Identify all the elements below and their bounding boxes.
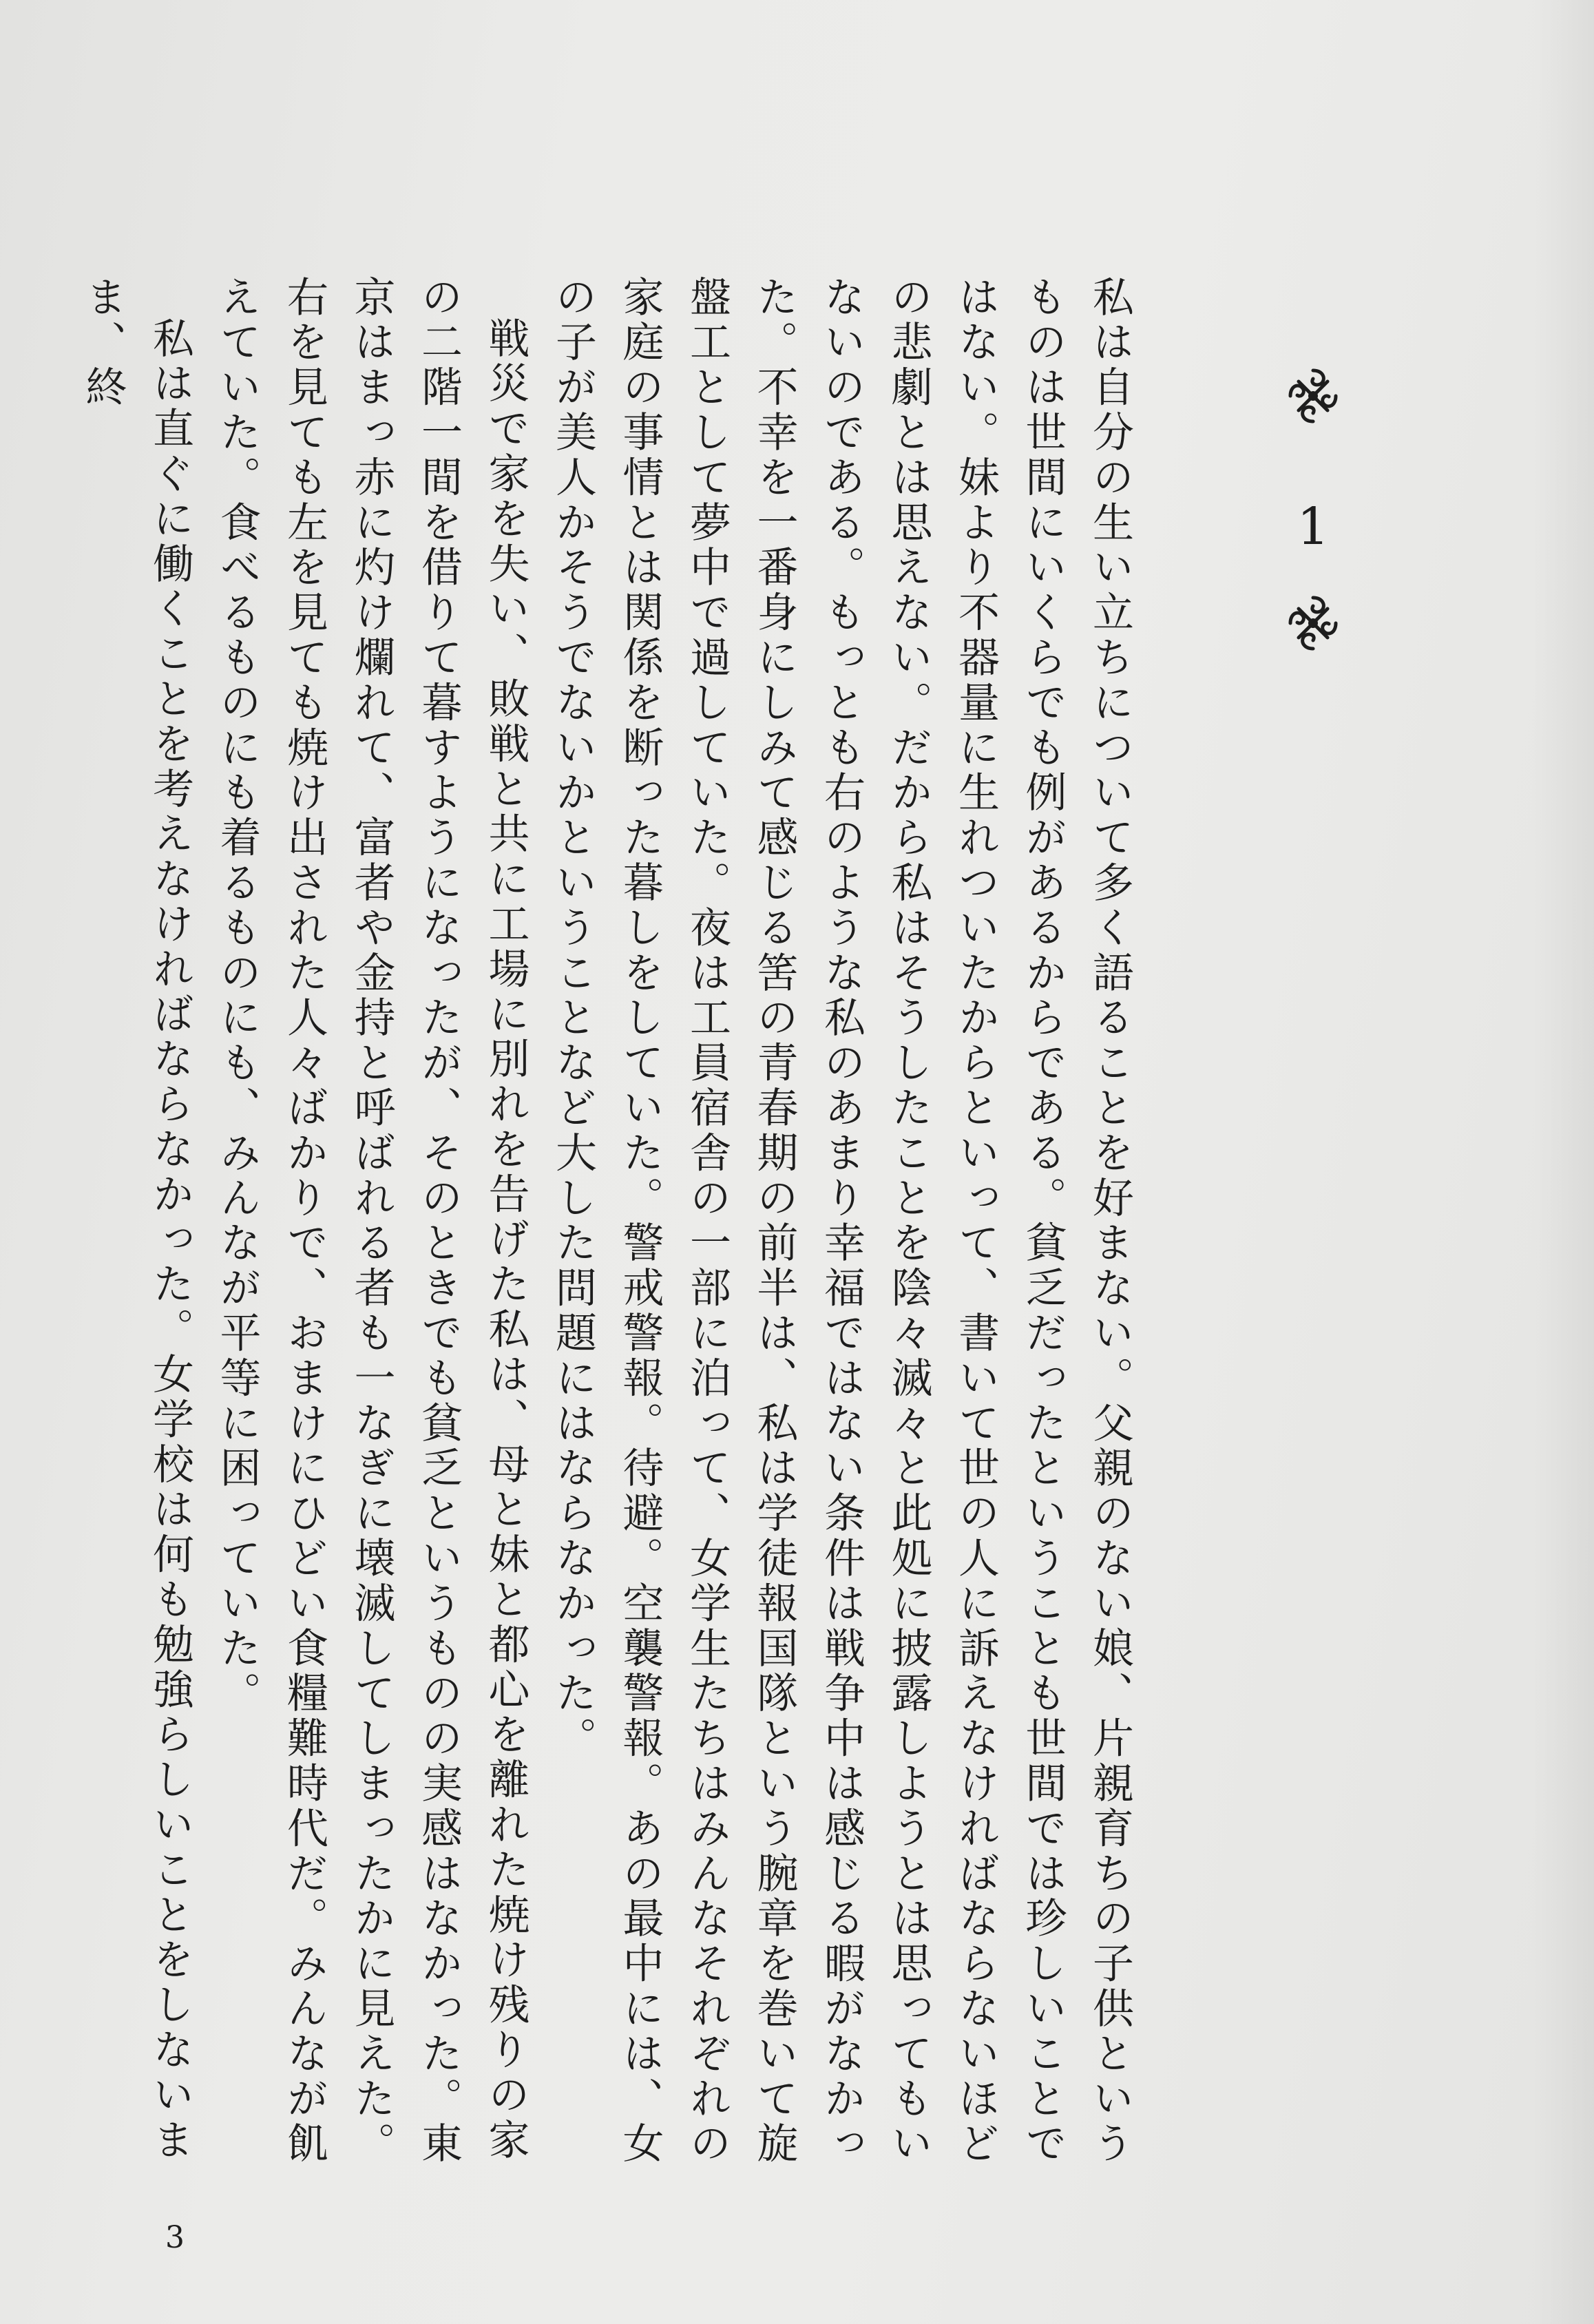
scroll-ornament-icon xyxy=(1282,592,1344,654)
paragraph-3: 私は直ぐに働くことを考えなければならなかった。女学校は何も勉強らしいことをしないまま、終 xyxy=(78,275,194,2164)
page-number: 3 xyxy=(165,2220,185,2255)
chapter-number: 1 xyxy=(1297,497,1330,556)
paragraph-1: 私は自分の生い立ちについて多く語ることを好まない。父親のない娘、片親育ちの子供というものは世間にいくらでも例があるからである。貧乏だったということも世間では珍しいことではない。妹より不器量に生れついたからといって、書いて世の人に訴えなければならないほどの悲劇とは思えない。だから私はそうしたことを陰々滅々と此処に披露しようとは思ってもいないのである。もっとも右のような私のあまり幸福ではない条件は戦争中は感じる暇がなかった。不幸を一番身にしみて感じる筈の青春期の前半は、私は学徒報国隊という腕章を巻いて旋盤工として夢中で過していた。夜は工員宿舎の一部に泊って、女学生たちはみんなそれぞれの家庭の事情とは関係を断った暮しをしていた。警戒警報。待避。空襲警報。あの最中には、女の子が美人かそうでないかということなど大した問題にはならなかった。 xyxy=(549,275,1134,2167)
body-text xyxy=(78,275,1143,2203)
paragraph-2: 戦災で家を失い、敗戦と共に工場に別れを告げた私は、母と妹と都心を離れた焼け残りの家の二階一間を借りて暮すようになったが、そのときでも貧乏というものの実感はなかった。東京はまっ赤に灼け爛れて、富者や金持と呼ばれる者も一なぎに壊滅してしまったかに見えた。右を見ても左を見ても焼け出された人々ばかりで、おまけにひどい食糧難時代だ。みんなが飢えていた。食べるものにも着るものにも、みんなが平等に困っていた。 xyxy=(213,275,530,2167)
spine-shadow xyxy=(1532,0,1594,2324)
scroll-ornament-icon xyxy=(1282,365,1344,427)
chapter-heading xyxy=(1282,365,1344,682)
